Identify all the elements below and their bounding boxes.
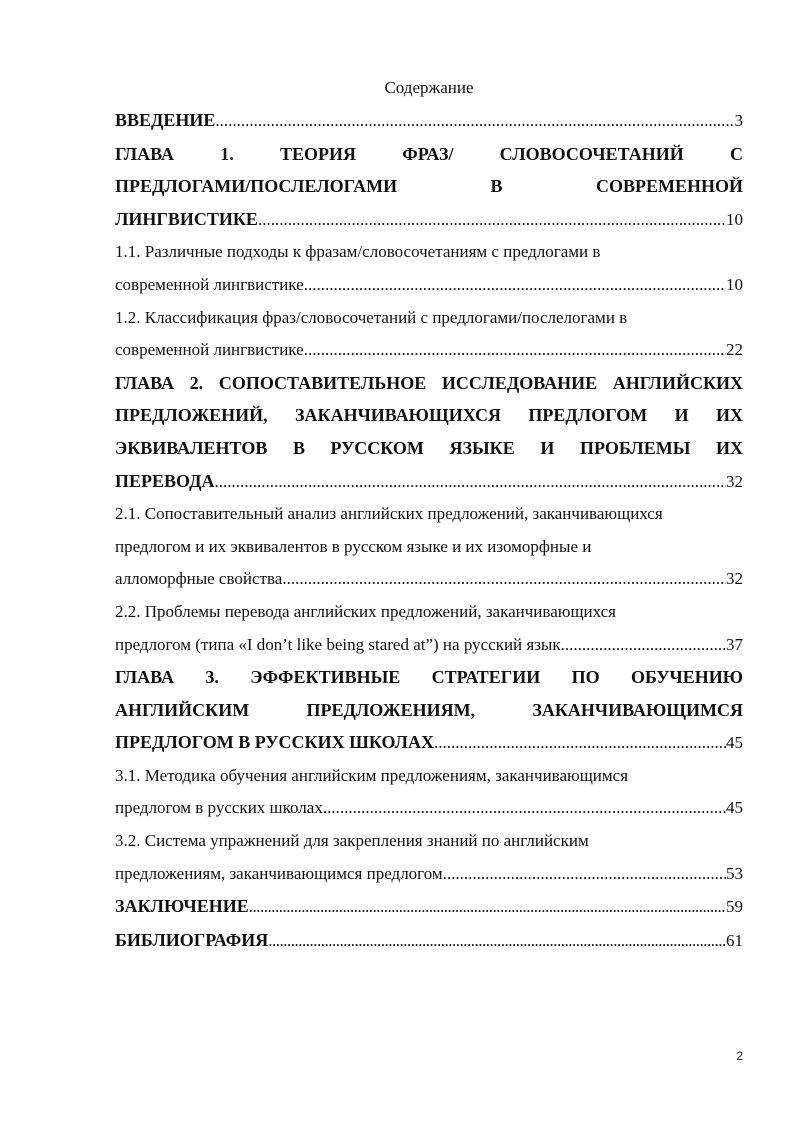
toc-entry-page: 10 [726, 274, 743, 294]
toc-entry-line: ПРЕДЛОЖЕНИЙ, ЗАКАНЧИВАЮЩИХСЯ ПРЕДЛОГОМ И ИХ [115, 405, 743, 426]
toc-entry-leader-row [115, 269, 743, 302]
toc-entry-label: ПЕРЕВОДА [115, 470, 215, 491]
dot-leader [215, 466, 726, 499]
toc-entry [115, 367, 743, 498]
toc-entry-label: ЗАКЛЮЧЕНИЕ [115, 896, 249, 917]
toc-entry-line: 3.2. Система упражнений для закрепления знаний по английским [115, 831, 589, 851]
toc-entry [115, 138, 743, 237]
toc-entry-line: ПРЕДЛОГАМИ/ПОСЛЕЛОГАМИ В СОВРЕМЕННОЙ [115, 176, 743, 197]
toc-entry-leader-row [115, 629, 743, 662]
toc-entry-line: предлогом и их эквивалентов в русском языке и их изоморфные и [115, 536, 592, 556]
toc-entry-page: 10 [726, 209, 743, 229]
toc-entry [115, 760, 743, 825]
dot-leader [249, 891, 726, 924]
toc-entry-label: ЛИНГВИСТИКЕ [115, 208, 258, 229]
toc-entry-page: 61 [726, 930, 743, 950]
dot-leader [304, 269, 726, 302]
toc-entry-line: ЭКВИВАЛЕНТОВ В РУССКОМ ЯЗЫКЕ И ПРОБЛЕМЫ ИХ [115, 437, 743, 458]
dot-leader [268, 925, 726, 958]
toc-entry [115, 825, 743, 890]
toc-entry [115, 924, 743, 958]
toc-entry-page: 32 [726, 471, 743, 491]
toc-entry-page: 3 [734, 111, 743, 130]
toc-entry [115, 596, 743, 661]
toc-entry-label: предложениям, заканчивающимся предлогом [115, 863, 443, 883]
toc-entry-line: АНГЛИЙСКИМ ПРЕДЛОЖЕНИЯМ, ЗАКАНЧИВАЮЩИМСЯ [115, 699, 743, 720]
toc-entry-line: ГЛАВА 1. ТЕОРИЯ ФРАЗ/ СЛОВОСОЧЕТАНИЙ С [115, 143, 743, 164]
toc-entry-leader-row [115, 334, 743, 367]
toc-entry-line: ГЛАВА 2. СОПОСТАВИТЕЛЬНОЕ ИССЛЕДОВАНИЕ АНГЛИЙСКИХ [115, 372, 743, 393]
toc-entry-label: предлогом (типа «I don’t like being stared at”) на русский язык [115, 634, 561, 654]
toc-entry-leader-row [115, 890, 743, 924]
dot-leader [258, 204, 726, 237]
toc-entry [115, 498, 743, 596]
toc-entry [115, 890, 743, 924]
toc-entry-leader-row [115, 858, 743, 891]
toc-entry-label: БИБЛИОГРАФИЯ [115, 929, 269, 950]
toc-entry-line: 1.2. Классификация фраз/словосочетаний с предлогами/послелогами в [115, 307, 628, 327]
toc-entry-line: 2.2. Проблемы перевода английских предложений, заканчивающихся [115, 601, 617, 621]
toc-entry-page: 59 [726, 897, 743, 917]
toc-entry-page: 53 [726, 863, 743, 883]
dot-leader [304, 334, 726, 367]
toc-entry [115, 661, 743, 760]
toc-entry-page: 45 [726, 798, 743, 818]
toc-entry-label: алломорфные свойства [115, 569, 283, 589]
dot-leader [215, 105, 734, 138]
toc-title: Содержание [384, 78, 474, 97]
toc-entry-line: 1.1. Различные подходы к фразам/словосочетаниям с предлогами в [115, 242, 601, 262]
toc-entry-label: современной лингвистике [115, 340, 304, 360]
toc-entry-label: ВВЕДЕНИЕ [115, 110, 216, 130]
toc-entry-leader-row [115, 726, 743, 760]
dot-leader [323, 792, 726, 825]
toc-entry-label: современной лингвистике [115, 274, 304, 294]
toc-entry-page: 45 [726, 733, 743, 753]
toc-entry [115, 236, 743, 301]
page-number: 2 [736, 1049, 743, 1063]
toc-entry-line: 3.1. Методика обучения английским предложениям, заканчивающимся [115, 765, 629, 785]
dot-leader [561, 629, 726, 662]
toc-entry-page: 22 [726, 340, 743, 360]
toc-entry-page: 37 [726, 634, 743, 654]
toc-entry-page: 32 [726, 569, 743, 589]
toc-entry-leader-row [115, 104, 743, 138]
toc-entry-leader-row [115, 465, 743, 499]
toc-entry-leader-row [115, 924, 743, 958]
dot-leader [282, 563, 726, 596]
toc-entry [115, 302, 743, 367]
toc-entry-line: 2.1. Сопоставительный анализ английских предложений, заканчивающихся [115, 504, 663, 524]
dot-leader [443, 858, 726, 891]
table-of-contents [115, 104, 743, 957]
toc-entry-leader-row [115, 792, 743, 825]
dot-leader [434, 727, 726, 760]
toc-entry-label: ПРЕДЛОГОМ В РУССКИХ ШКОЛАХ [115, 732, 434, 753]
toc-entry [115, 104, 743, 138]
toc-entry-label: предлогом в русских школах [115, 798, 323, 818]
toc-entry-line: ГЛАВА 3. ЭФФЕКТИВНЫЕ СТРАТЕГИИ ПО ОБУЧЕНИЮ [115, 667, 743, 688]
toc-entry-leader-row [115, 563, 743, 596]
toc-entry-leader-row [115, 203, 743, 237]
